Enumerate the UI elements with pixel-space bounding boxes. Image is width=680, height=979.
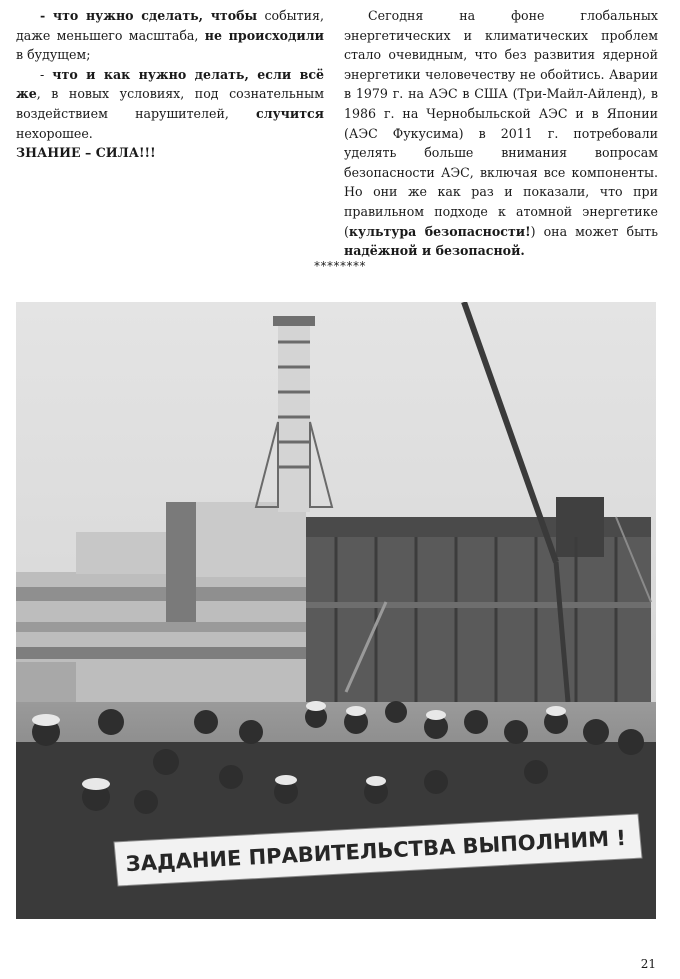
text-run: события, даже меньшего масштаба,: [16, 8, 324, 43]
text-run: нехорошее.: [16, 125, 93, 141]
bold-phrase: не происходили: [204, 27, 324, 43]
section-separator: ********: [314, 259, 366, 273]
paragraph-main: [344, 6, 658, 261]
slogan: ЗНАНИЕ – СИЛА!!!: [16, 145, 156, 161]
bold-phrase: надёжной и безопасной.: [344, 243, 525, 259]
text-run: -: [40, 66, 53, 82]
left-column: [16, 6, 324, 163]
bold-phrase: культура безопасности!: [348, 223, 531, 239]
paragraph-1: [16, 6, 324, 65]
bold-phrase: что и как нужно делать, если всё же: [16, 66, 325, 102]
page-number: 21: [640, 957, 656, 971]
banner-text: ЗАДАНИЕ ПРАВИТЕЛЬСТВА ВЫПОЛНИМ !: [125, 825, 627, 877]
bold-phrase: случится: [256, 105, 324, 121]
right-column: [344, 6, 658, 261]
text-run: , в новых условиях, под сознательным воздействием нарушителей,: [16, 86, 324, 121]
text-run: ) она может быть: [530, 223, 658, 239]
text-run: в будущем;: [16, 47, 91, 63]
chernobyl-photo: [16, 302, 656, 919]
text-run: Сегодня на фоне глобальных энергетических и климатических проблем стало очевидным, что без развития ядерной энергетики человечеству не обойтись. Аварии в 1979 г. на АЭС в США (Три-Майл-Айленд), в 1986 г. на Чернобыльской АЭС и в Японии (АЭС Фукусима) в 2011 г. потребовали уделять больше внимания вопросам безопасности АЭС, включая все компоненты. Но они же как раз и показали, что при правильном подходе к атомной энергетике (: [344, 8, 658, 239]
paragraph-2: [16, 65, 324, 143]
paragraph-3: [16, 143, 324, 163]
sarcophagus: [306, 497, 651, 702]
bold-phrase: - что нужно сделать, чтобы: [40, 8, 258, 23]
photo-illustration: [16, 302, 656, 919]
